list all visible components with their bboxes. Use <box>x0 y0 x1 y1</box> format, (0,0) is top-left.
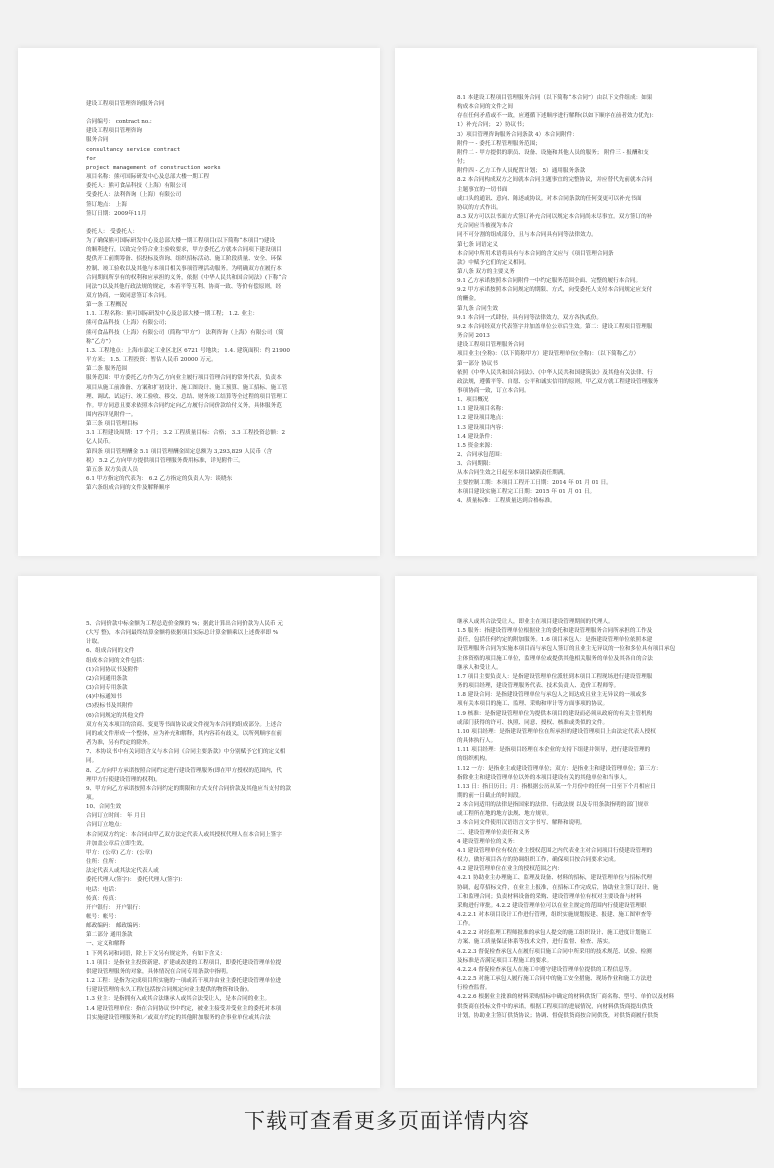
text-line: 务的项目经理，建设管理服务代表、技术负责人、造价工程师等。 <box>457 683 620 690</box>
text-line: 委托代理人(签字)： 委托代理人(签字)： <box>86 877 187 884</box>
text-line: 的具体执行人。 <box>457 738 497 745</box>
text-line: 3）项目管理咨询服务合同条款 4）本合同附件： <box>457 131 578 138</box>
text-line: 项目业主(全称)：（以下简称甲方）建设管理单位(全称)：（以下简称乙方） <box>457 351 640 358</box>
text-line: 4.2 建设管理单位在业主的授权范围之内： <box>457 866 563 873</box>
text-line: 8.1 本建设工程项目管理服务合同（以下简称“本合同”）由以下文件组成：如果 <box>457 95 653 101</box>
text-line: 理甲方行使建设管理的权利)。 <box>86 776 161 783</box>
text-line: 控制、竣工验收以及其他与本项目相关事项管理活动服务。为明确双方在履行本 <box>86 265 282 272</box>
text-line: 熊可食品科技（上海）有限公司； <box>86 320 170 327</box>
text-line: (3)合同专用条款 <box>86 685 128 692</box>
text-line: 亿人民币。 <box>86 439 114 446</box>
document-page-1 <box>18 48 380 556</box>
text-line: 签订地点： 上海 <box>86 201 127 208</box>
text-line: 2 本合同适用的法律是指国家的法律、行政法规 以及专用条款指明的部门规章 <box>457 802 649 809</box>
text-line: 住所：住所： <box>86 859 120 866</box>
text-line: 或部门获得的许可、执照、同意、授权、核准或类似的文件。 <box>457 719 609 726</box>
document-page-3 <box>18 576 380 1088</box>
text-line: 甲方：(公章) 乙方：(公章) <box>86 849 153 856</box>
text-line: 第三条 项目管理目标 <box>86 421 139 428</box>
text-line: 税） 5.2 乙方向甲方提供项目管理服务费用标准，详见附件三。 <box>86 457 244 464</box>
text-line: 第六条组成合同的文件及解释顺序 <box>86 485 170 492</box>
text-line: 10、合同生效 <box>86 804 122 811</box>
page-2-text <box>457 94 737 506</box>
text-line: 6.1 甲方指定的代表为： 6.2 乙方指定的负责人为：谈晓东 <box>86 476 233 483</box>
text-line: 传真：传真： <box>86 895 120 902</box>
text-line: 5、合同价款中标金额为工程总造价金额的 %；据此计算出合同价款为人民币 元 <box>86 621 284 627</box>
text-line: 主体资格的项目施工单位，监理单位或提供其他相关服务的单位及其各自的合法 <box>457 655 653 662</box>
contract-title: 建设工程项目管理咨询服务合同 <box>86 101 165 107</box>
text-line: 1.3 建设项目内容： <box>457 424 507 431</box>
text-line: 第二部分 通用条款 <box>86 932 133 939</box>
text-line: 从本合同生效之日起至本项目缺陷责任期满。 <box>457 470 569 477</box>
text-line: 电话：电话： <box>86 886 120 893</box>
text-line: 协议的方式作出。 <box>457 204 502 211</box>
text-line: 同不可分割的组成部分，且与本合同具有同等法律效力。 <box>457 232 597 239</box>
text-line: 9、甲方向乙方承诺按照本合同约定的期限和方式支付合同价款及其他应当支付的款 <box>86 785 291 792</box>
download-more-caption: 下载可查看更多页面详情内容 <box>244 1109 530 1133</box>
text-line: 1、项目概况 <box>457 397 489 404</box>
text-line: 第二条 服务范围 <box>86 366 127 373</box>
text-line: 合同订立地点： <box>86 822 126 829</box>
cover-info <box>86 118 356 219</box>
text-line: 4.2.2.2 对经监理工程师批准的承包人提交的施工组织设计、施工进度计划施工 <box>457 930 652 937</box>
text-line: 事项协商一致，订立本合同。 <box>457 388 530 394</box>
text-line: (1)合同协议书及附件 <box>86 666 139 673</box>
text-line: 服务范围：甲方委托乙方作为乙方向业主履行项目管理合同的常务代表，负责本 <box>86 375 282 382</box>
text-line: 供建设管理服务的对象，具体情况在合同专用条款中指明。 <box>86 968 232 975</box>
text-line: 指除业主和建设管理单位以外的本项目建设有关的其他单位和当事人。 <box>457 774 631 781</box>
text-line: 熊可食品科技（上海）有限公司（简称“甲方”） 法利咨询（上海）有限公司（简 <box>86 329 284 336</box>
text-line: consultancy service contract <box>86 146 181 153</box>
text-line: 本合同中所用术语将具有与本合同的含义应与《项目管理合同条 <box>457 250 614 257</box>
text-line: 4.2.2.6 根据业主批准的材料采购招标中确定的材料供货厂商名称、型号、单价以及材料 <box>457 994 675 1001</box>
text-line: 第一条 工程概况 <box>86 302 127 309</box>
text-line: 附件四 - 乙方工作人员配置计划； 5）通用服务条款 <box>457 168 586 175</box>
text-line: 合同订立时间： 年 月日 <box>86 813 146 820</box>
text-line: 充合同应当被视为本合 <box>457 223 513 230</box>
text-line: 1.2 建设项目地点： <box>457 415 507 422</box>
text-line: 附件二 - 甲方提供的职员、设备、设施和其他人员的服务； 附件三 - 报酬和支 <box>457 149 649 156</box>
text-line: 1）补充合同； 2）协议书； <box>457 122 528 129</box>
text-line: 构成本合同的文件之间 <box>457 104 513 111</box>
document-page-2 <box>395 48 757 556</box>
text-line: 9.1 乙方承诺按照本合同附件一中约定服务范围全面、完整的履行本合同。 <box>457 278 642 285</box>
text-line: 服务合同 <box>86 137 109 144</box>
text-line: 付； <box>457 159 469 166</box>
text-line: 3 本合同文件使用汉语语言文字书写、解释和说明。 <box>457 820 586 827</box>
text-line: 建设工程项目管理服务合同 <box>457 342 525 349</box>
text-line: 为了确保熊可国际研发中心及总部大楼一期工程项目(以下简称“本项目”)建设 <box>86 238 276 245</box>
text-line: 围内容详见附件一。 <box>86 412 137 418</box>
text-line: 邮政编码： 邮政编码： <box>86 923 144 930</box>
text-line: (5)投标书及其附件 <box>86 703 134 710</box>
text-line: 3、合同期限： <box>457 461 495 468</box>
text-line: 目实施建设管理服务和／或双方约定的其他附加服务的企事业单位或其合法 <box>86 1014 271 1021</box>
text-line: 提供开工前期筹备、招投标及咨询、组织招标活动、施工阶段质量、安全、环保 <box>86 256 282 263</box>
text-line: 8、乙方向甲方承诺按照合同约定进行建设管理服务(即在甲方授权的范围内，代 <box>86 767 282 774</box>
text-line: 组成本合同的文件包括： <box>86 657 148 664</box>
text-line: (2)合同通用条款 <box>86 675 128 682</box>
page-3-text <box>86 620 356 1023</box>
text-line: 1.3. 工程地点：上海市嘉定工业区北区 6721 号地块； 1.4. 建筑面积：约 21900 <box>86 347 290 354</box>
text-line: 委托人： 受委托人： <box>86 228 139 235</box>
text-line: 款》中赋予它们的定义相同。 <box>457 259 530 266</box>
text-line: 4、质量标准：工程质量达到合格标准。 <box>457 497 556 504</box>
text-line: 务合同 2013 <box>457 333 490 340</box>
text-line: 1.13 日：指日历日；月：指根据公历从某一个月份中的任何一日至下个月相应日 <box>457 783 656 790</box>
text-line: 双方协商，一致同意签订本合同。 <box>86 292 170 299</box>
text-line: 法定代表人或其法定代表人或 <box>86 868 159 875</box>
text-line: 主要控制工期：本项目工程开工日期：2014 年 01 月 01 日。 <box>457 479 612 486</box>
text-line: 附件一 - 委托工程管理服务范围； <box>457 140 541 147</box>
text-line: 1.2 工程：是指为完成项目所实施的一项或若干项并由业主委托建设管理单位进 <box>86 978 282 985</box>
agreement-body <box>86 228 356 494</box>
text-line: 委托人：熊可食品科技（上海）有限公司 <box>86 183 187 190</box>
text-line: 项目名称：熊可国际研发中心及总部大楼一期工程 <box>86 174 210 181</box>
text-line: 项。 <box>86 794 98 801</box>
text-line: 签订日期：2009年11月 <box>86 210 147 217</box>
document-page-4 <box>395 576 757 1088</box>
text-line: 第五条 双方负责人员 <box>86 466 139 473</box>
text-line: 9.1 本合同一式肆份，具有同等法律效力，双方各执贰份。 <box>457 314 602 321</box>
text-line: 9.2 本合同经双方代表签字并加盖单位公章后生效。第二：建设工程项目管理服 <box>457 323 653 330</box>
text-line: 4.2.2.5 对施工承包人履行施工合同中的施工安全措施、现场作业和施工方法进 <box>457 976 652 983</box>
text-line: 帐号：帐号： <box>86 914 120 920</box>
text-line: 4.2.2.3 督促检查承包人在履行项目施工合同中所采用的技术规范、试验、检测 <box>457 948 652 955</box>
text-line: 工和监理合同；负责材料设备的采购、建设管理单位有权对主要设备与材料 <box>457 893 642 900</box>
text-line: 工作。 <box>457 921 474 928</box>
text-line: 1.1 项目：是指业主投资新建、扩建或改建的工程项目，即委托建设管理单位提 <box>86 959 282 966</box>
text-line: 同的或文件形成一个整体，应为补充和解释，其内容若有歧义，以所列顺序在前 <box>86 730 282 737</box>
text-line: 同法”)以及其他行政法规的规定，本着平等互利、协商一致、等价有偿原则，经 <box>86 283 282 290</box>
text-line: 9.2 甲方承诺按照本合同规定的期限、方式，向受委托人支付本合同规定应支付 <box>457 287 653 294</box>
text-line: 期的前一日截止的时间段。 <box>457 792 525 799</box>
text-line: 方案、施工质量保证体系等技术文件，进行监督、检查、落实。 <box>457 939 614 946</box>
text-line: 或工程所在地的地方法规、地方规章。 <box>457 811 553 818</box>
text-line: 理、调试、试运行、竣工验收、移交、总结、财务竣工结算等全过程的项目管理工 <box>86 393 288 400</box>
text-line: 1.8 建设合同：是指建设管理单位与承包人之间达成且业主无异议的一项或多 <box>457 692 647 699</box>
text-line: 1.11 项目经理：是指项目经理在本企业的支持下组建并领导，进行建设管理的 <box>457 747 651 754</box>
text-line: 并加盖公章后立即生效。 <box>86 840 148 847</box>
text-line: 存在任何矛盾或不一致，应遵循下述顺序进行解释(以如下顺序在前者效力优先)： <box>457 113 658 120</box>
text-line: 设管理服务合同为实施本项目而与承包人签订的且业主无异议的一位和多位具有项目承包 <box>457 646 676 653</box>
text-line: 4.2.1 协助业主办理施工、监理及设备、材料的招标，建设管理单位与招标代理 <box>457 875 653 882</box>
text-line: 第八条 双方的主要义务 <box>457 268 515 275</box>
text-line: 二、建设管理单位责任和义务 <box>457 829 530 836</box>
text-line: 本项目建设实施工程完工日期：2015 年 01 月 01 日。 <box>457 488 596 495</box>
text-line: 项目从施工前准备、方案和扩初设计、施工图设计、施工预算、施工招标、施工管 <box>86 384 288 391</box>
text-line: 本合同双方约定：本合同由甲乙双方法定代表人或其授权代理人在本合同上签字 <box>86 831 282 838</box>
text-line: project management of construction works <box>86 164 221 171</box>
text-line: 1.7 项目主要负责人：是指建设管理单位派驻到本项目工程现场进行建设管理服 <box>457 673 653 680</box>
text-line: 1 下列名词和词语，除上下文另有规定外，有如下含义： <box>86 950 226 957</box>
text-line: 2、合同承包范围： <box>457 452 506 459</box>
text-line: 1.3 业主：是指拥有入或其合法继承人或其合法受让人，是本合同的业主。 <box>86 996 271 1003</box>
text-line: 责任，包括任何约定的附加服务。1.6 项目承包人：是指建设管理单位依照本建 <box>457 637 653 644</box>
text-line: 受委托人：法利咨询（上海）有限公司 <box>86 192 182 199</box>
text-line: 1.5 服务：指建设管理单位根据业主的委托和建设管理服务合同所承担的工作及 <box>457 628 653 635</box>
text-line: 同。 <box>86 758 98 765</box>
text-line: 或口头的通讯、意向、陈述或协议。对本合同条款的任何变更可以补充书面 <box>457 195 642 202</box>
text-line: (6)合同规定的其他文件 <box>86 712 145 719</box>
text-line: 依照《中华人民共和国合同法》、《中华人民共和国建筑法》及其他有关法律、行 <box>457 369 653 376</box>
text-line: 的组织机构。 <box>457 756 491 763</box>
text-line: 称“乙方”） <box>86 338 115 345</box>
text-line: for <box>86 155 97 162</box>
text-line: 第九条 合同生效 <box>457 305 498 312</box>
text-line: 权力，做好项目各方的协调组织工作，确保项目按合同要求完成。 <box>457 857 620 864</box>
text-line: 1.4 建设条件： <box>457 433 496 440</box>
text-line: 的顺利进行，以致完全符合业主验收要求，甲方委托乙方就本合同项下建设项目 <box>86 247 282 254</box>
text-line: 行检查监督。 <box>457 985 491 992</box>
text-line: (大写 整)，本合同最终结算金额将依据项目实际总计算金额乘以上述费率即 % <box>86 630 279 637</box>
text-line: 1.1. 工程名称：熊可国际研发中心及总部大楼一期工程； 1.2. 业主： <box>86 311 259 318</box>
text-line: 开户银行： 开户银行： <box>86 904 144 911</box>
text-line: 双方有关本项目的洽商、变更等书面协议或文件视为本合同的组成部分。上述合 <box>86 721 282 728</box>
text-line: 计划，协助业主签订供货协议；协调、督促供货商按合同供货，对供货商履行供货 <box>457 1012 659 1019</box>
text-line: 合同编号： contract no.: <box>86 119 152 126</box>
text-line: 8.3 双方可以以书面方式签订补充合同以规定本合同尚未尽事宜。双方签订的补 <box>457 214 653 221</box>
text-line: 供货商在投标文件中的承诺，根据工程项目的进展情况，向材料供货商提出供货 <box>457 1003 653 1010</box>
text-line: 1.10 项目经理：是指建设管理单位在所承担的建设管理项目上由法定代表人授权 <box>457 728 656 735</box>
text-line: 合同期间所享有的权利和应承担的义务，依据《中华人民共和国合同法》(下称“合 <box>86 274 287 281</box>
text-line: 1.9 核准：是指建设管理单位为提供本项目的建设而必须从政府的有关主管机构 <box>457 710 653 717</box>
text-line: 采购进行审批。4.2.2 建设管理单位可以在业主规定的范围内行使建设管理职 <box>457 902 647 909</box>
page-4-text <box>457 618 737 1021</box>
text-line: 1.12 一方：是指业主或建设管理单位；双方：是指业主和建设管理单位；第三方： <box>457 765 662 772</box>
text-line: 8.2 本合同构成双方之间就本合同主题事宜的完整协议，并应替代先前就本合同 <box>457 177 653 184</box>
text-line: 继承人或其合法受让人，即业主在项目建设管理期间的代理人。 <box>457 619 614 625</box>
text-line: 4.1 建设管理单位有权在业主授权范围之内代表业主对合同项目行使建设管理的 <box>457 847 653 854</box>
text-line: 第四条 项目管理酬金 5.1 项目管理酬金固定总额为 3,293,829 人民币（含 <box>86 448 273 455</box>
text-line: 建设工程项目管理咨询 <box>86 128 142 135</box>
text-line: 一、定义和解释 <box>86 941 126 948</box>
text-line: 政法规，遵循平等、自愿、公平和诚实信用的原则，甲乙双方就工程建设管理服务 <box>457 378 659 385</box>
text-line: 6、组成合同的文件 <box>86 648 135 655</box>
text-line: 项有关本项目的施工、监理、采购和审计等方面事项的协议。 <box>457 701 609 708</box>
text-line: 第一部分 协议书 <box>457 360 498 367</box>
text-line: 1.5 资金来源： <box>457 442 496 449</box>
text-line: 的酬金。 <box>457 296 480 303</box>
text-line: 1.4 建设管理单位：指在合同协议书中约定，被业主接受并受业主的委托对本项 <box>86 1005 282 1012</box>
text-line: 及标准是否满足项目工程施工的要求。 <box>457 957 553 964</box>
text-line: 者为准，另有约定的除外。 <box>86 740 154 747</box>
text-line: 3.1 工程建设周期：17 个月； 3.2 工程质量目标：合格； 3.3 工程投资总额：2 <box>86 430 286 437</box>
text-line: 7、本协议书中有关词语含义与本合同《合同主要条款》中分别赋予它们的定义相 <box>86 749 286 756</box>
text-line: 4.2.2.4 督促检查承包人在施工中遵守建设管理单位提供的工程信息等。 <box>457 966 635 973</box>
text-line: (4)中标通知书 <box>86 694 122 701</box>
text-line: 1.1 建设项目名称： <box>457 406 507 413</box>
text-line: 继承人和受让人。 <box>457 664 502 671</box>
text-line: 计取。 <box>86 639 103 646</box>
text-line: 主题事宜的一切书面 <box>457 186 508 193</box>
text-line: 行建设管理的永久工程(包括按合同规定向业主提供的物资和设备)。 <box>86 987 253 994</box>
text-line: 第七条 词语定义 <box>457 241 498 248</box>
text-line: 4.2.2.1 对本项目设计工作进行管理，组织实施规划报建、报建、施工图审查等 <box>457 912 652 918</box>
text-line: 平方米； 1.5. 工程投资：暂估人民币 20000 万元。 <box>86 357 217 364</box>
text-line: 作。甲方同意且要求依照本合同约定向乙方履行合同价款给付义务，具体服务范 <box>86 402 282 409</box>
text-line: 4 建设管理单位的义务： <box>457 838 519 845</box>
text-line: 协调，起草招标文件，在业主上报准，在招标工作完成后，协助业主签订设计、施 <box>457 884 659 891</box>
